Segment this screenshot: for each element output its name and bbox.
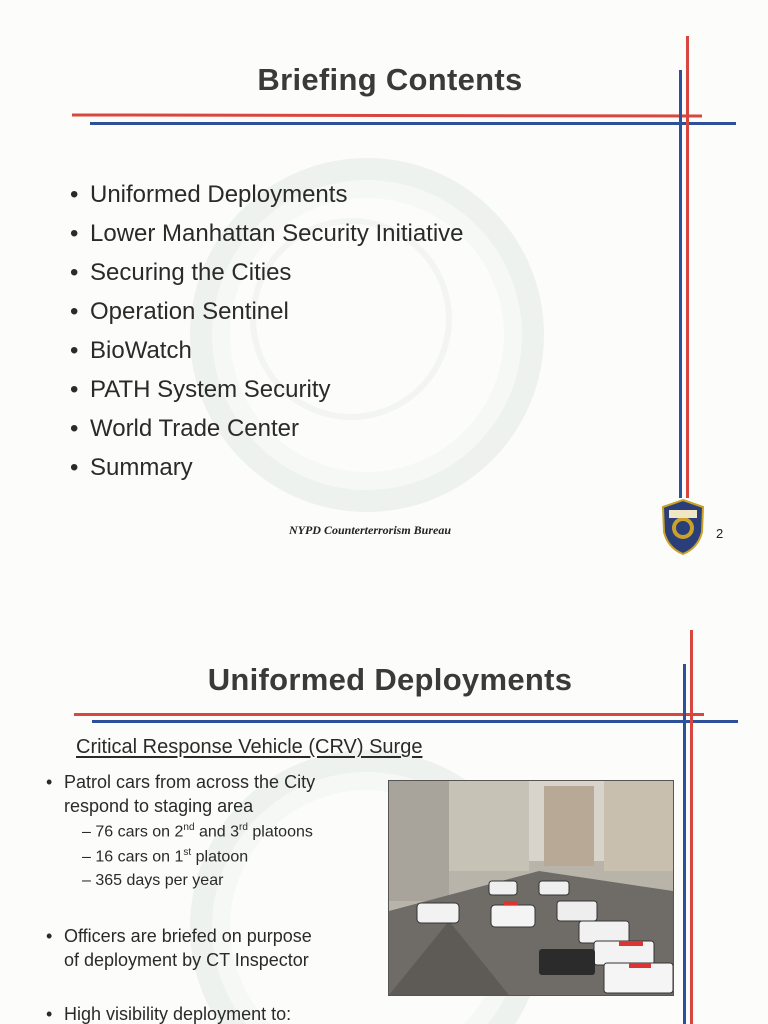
sub-bullet-365-days: – 365 days per year (82, 872, 224, 889)
vertical-rule-red (686, 36, 689, 498)
sub-bullet-16-cars: – 16 cars on 1st platoon (82, 847, 249, 866)
bullet-officers-briefed: • Officers are briefed on purpose of deployment by CT Inspector (46, 926, 312, 970)
vertical-rule-blue (679, 70, 682, 498)
bullet-high-visibility: • High visibility deployment to: (46, 1004, 292, 1024)
footer-bureau: NYPD Counterterrorism Bureau (288, 523, 452, 537)
title-rule-red (74, 713, 704, 716)
vertical-rule-red (690, 630, 693, 1024)
vertical-rule-blue (683, 664, 686, 1024)
slide-uniformed-deployments (0, 590, 768, 1024)
slide-title: Uniformed Deployments (207, 662, 573, 697)
list-item: • World Trade Center (70, 415, 299, 442)
list-item: • PATH System Security (70, 376, 331, 403)
list-item: • BioWatch (70, 337, 192, 364)
nypd-badge-icon (660, 498, 706, 556)
police-cars-photo (388, 780, 674, 996)
list-item: • Operation Sentinel (70, 298, 289, 325)
title-rule-blue (90, 122, 736, 125)
contents-list (70, 175, 464, 487)
list-item: • Securing the Cities (70, 259, 292, 286)
bullet-patrol-cars: • Patrol cars from across the City respond to staging area (46, 772, 316, 816)
section-subheading: Critical Response Vehicle (CRV) Surge (76, 736, 423, 758)
sub-bullet-76-cars: – 76 cars on 2nd and 3rd platoons (82, 822, 313, 841)
list-item: • Lower Manhattan Security Initiative (70, 220, 464, 247)
list-item: • Uniformed Deployments (70, 181, 348, 208)
title-rule-red (72, 113, 702, 117)
page-number: 2 (716, 526, 724, 541)
list-item: • Summary (70, 454, 193, 481)
title-rule-blue (92, 720, 738, 723)
slide-title: Briefing Contents (257, 62, 523, 97)
